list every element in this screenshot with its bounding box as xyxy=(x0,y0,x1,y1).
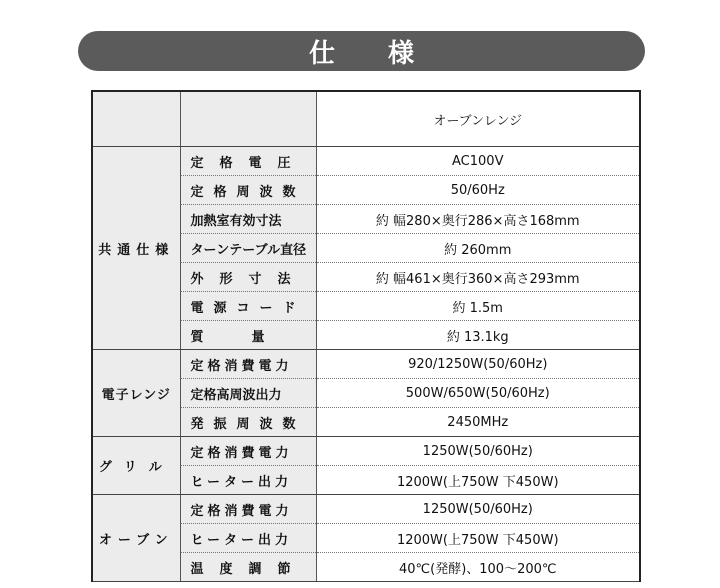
category-cell: オーブン xyxy=(92,495,180,582)
spec-value: 920/1250W(50/60Hz) xyxy=(316,350,640,379)
category-cell: 共通仕様 xyxy=(92,147,180,350)
header-blank-category xyxy=(92,91,180,147)
spec-value: 約 幅280×奥行286×高さ168mm xyxy=(316,205,640,234)
spec-table xyxy=(91,90,641,582)
spec-value: 約 幅461×奥行360×高さ293mm xyxy=(316,263,640,292)
spec-value: 500W/650W(50/60Hz) xyxy=(316,379,640,408)
table-row xyxy=(92,495,640,524)
spec-label: 定格電圧 xyxy=(180,147,316,176)
header-blank-label xyxy=(180,91,316,147)
spec-table-body xyxy=(92,91,640,582)
category-cell: グリル xyxy=(92,437,180,495)
spec-label: 定格高周波出力 xyxy=(180,379,316,408)
spec-value: 1250W(50/60Hz) xyxy=(316,495,640,524)
spec-value: 40℃(発酵)、100～200℃ xyxy=(316,553,640,582)
spec-label: 発振周波数 xyxy=(180,408,316,437)
spec-value: 約 1.5m xyxy=(316,292,640,321)
header-product-name: オーブンレンジ xyxy=(316,91,640,147)
table-row xyxy=(92,437,640,466)
category-cell: 電子レンジ xyxy=(92,350,180,437)
spec-label: 電源コード xyxy=(180,292,316,321)
spec-value: 約 13.1kg xyxy=(316,321,640,350)
spec-label: 定格消費電力 xyxy=(180,437,316,466)
spec-label: 加熱室有効寸法 xyxy=(180,205,316,234)
table-row xyxy=(92,147,640,176)
spec-label: ヒーター出力 xyxy=(180,524,316,553)
spec-label: 質量 xyxy=(180,321,316,350)
spec-label: 定格消費電力 xyxy=(180,495,316,524)
spec-value: 約 260mm xyxy=(316,234,640,263)
spec-label: 外形寸法 xyxy=(180,263,316,292)
title-bar xyxy=(78,31,645,71)
spec-label: 温度調節 xyxy=(180,553,316,582)
spec-label: 定格周波数 xyxy=(180,176,316,205)
spec-label: ターンテーブル直径 xyxy=(180,234,316,263)
spec-value: 1200W(上750W 下450W) xyxy=(316,524,640,553)
spec-label: 定格消費電力 xyxy=(180,350,316,379)
spec-value: 1200W(上750W 下450W) xyxy=(316,466,640,495)
spec-label: ヒーター出力 xyxy=(180,466,316,495)
spec-value: AC100V xyxy=(316,147,640,176)
page-title: 仕 様 xyxy=(308,38,437,69)
table-row xyxy=(92,350,640,379)
spec-value: 1250W(50/60Hz) xyxy=(316,437,640,466)
spec-value: 2450MHz xyxy=(316,408,640,437)
spec-value: 50/60Hz xyxy=(316,176,640,205)
table-header-row xyxy=(92,91,640,147)
